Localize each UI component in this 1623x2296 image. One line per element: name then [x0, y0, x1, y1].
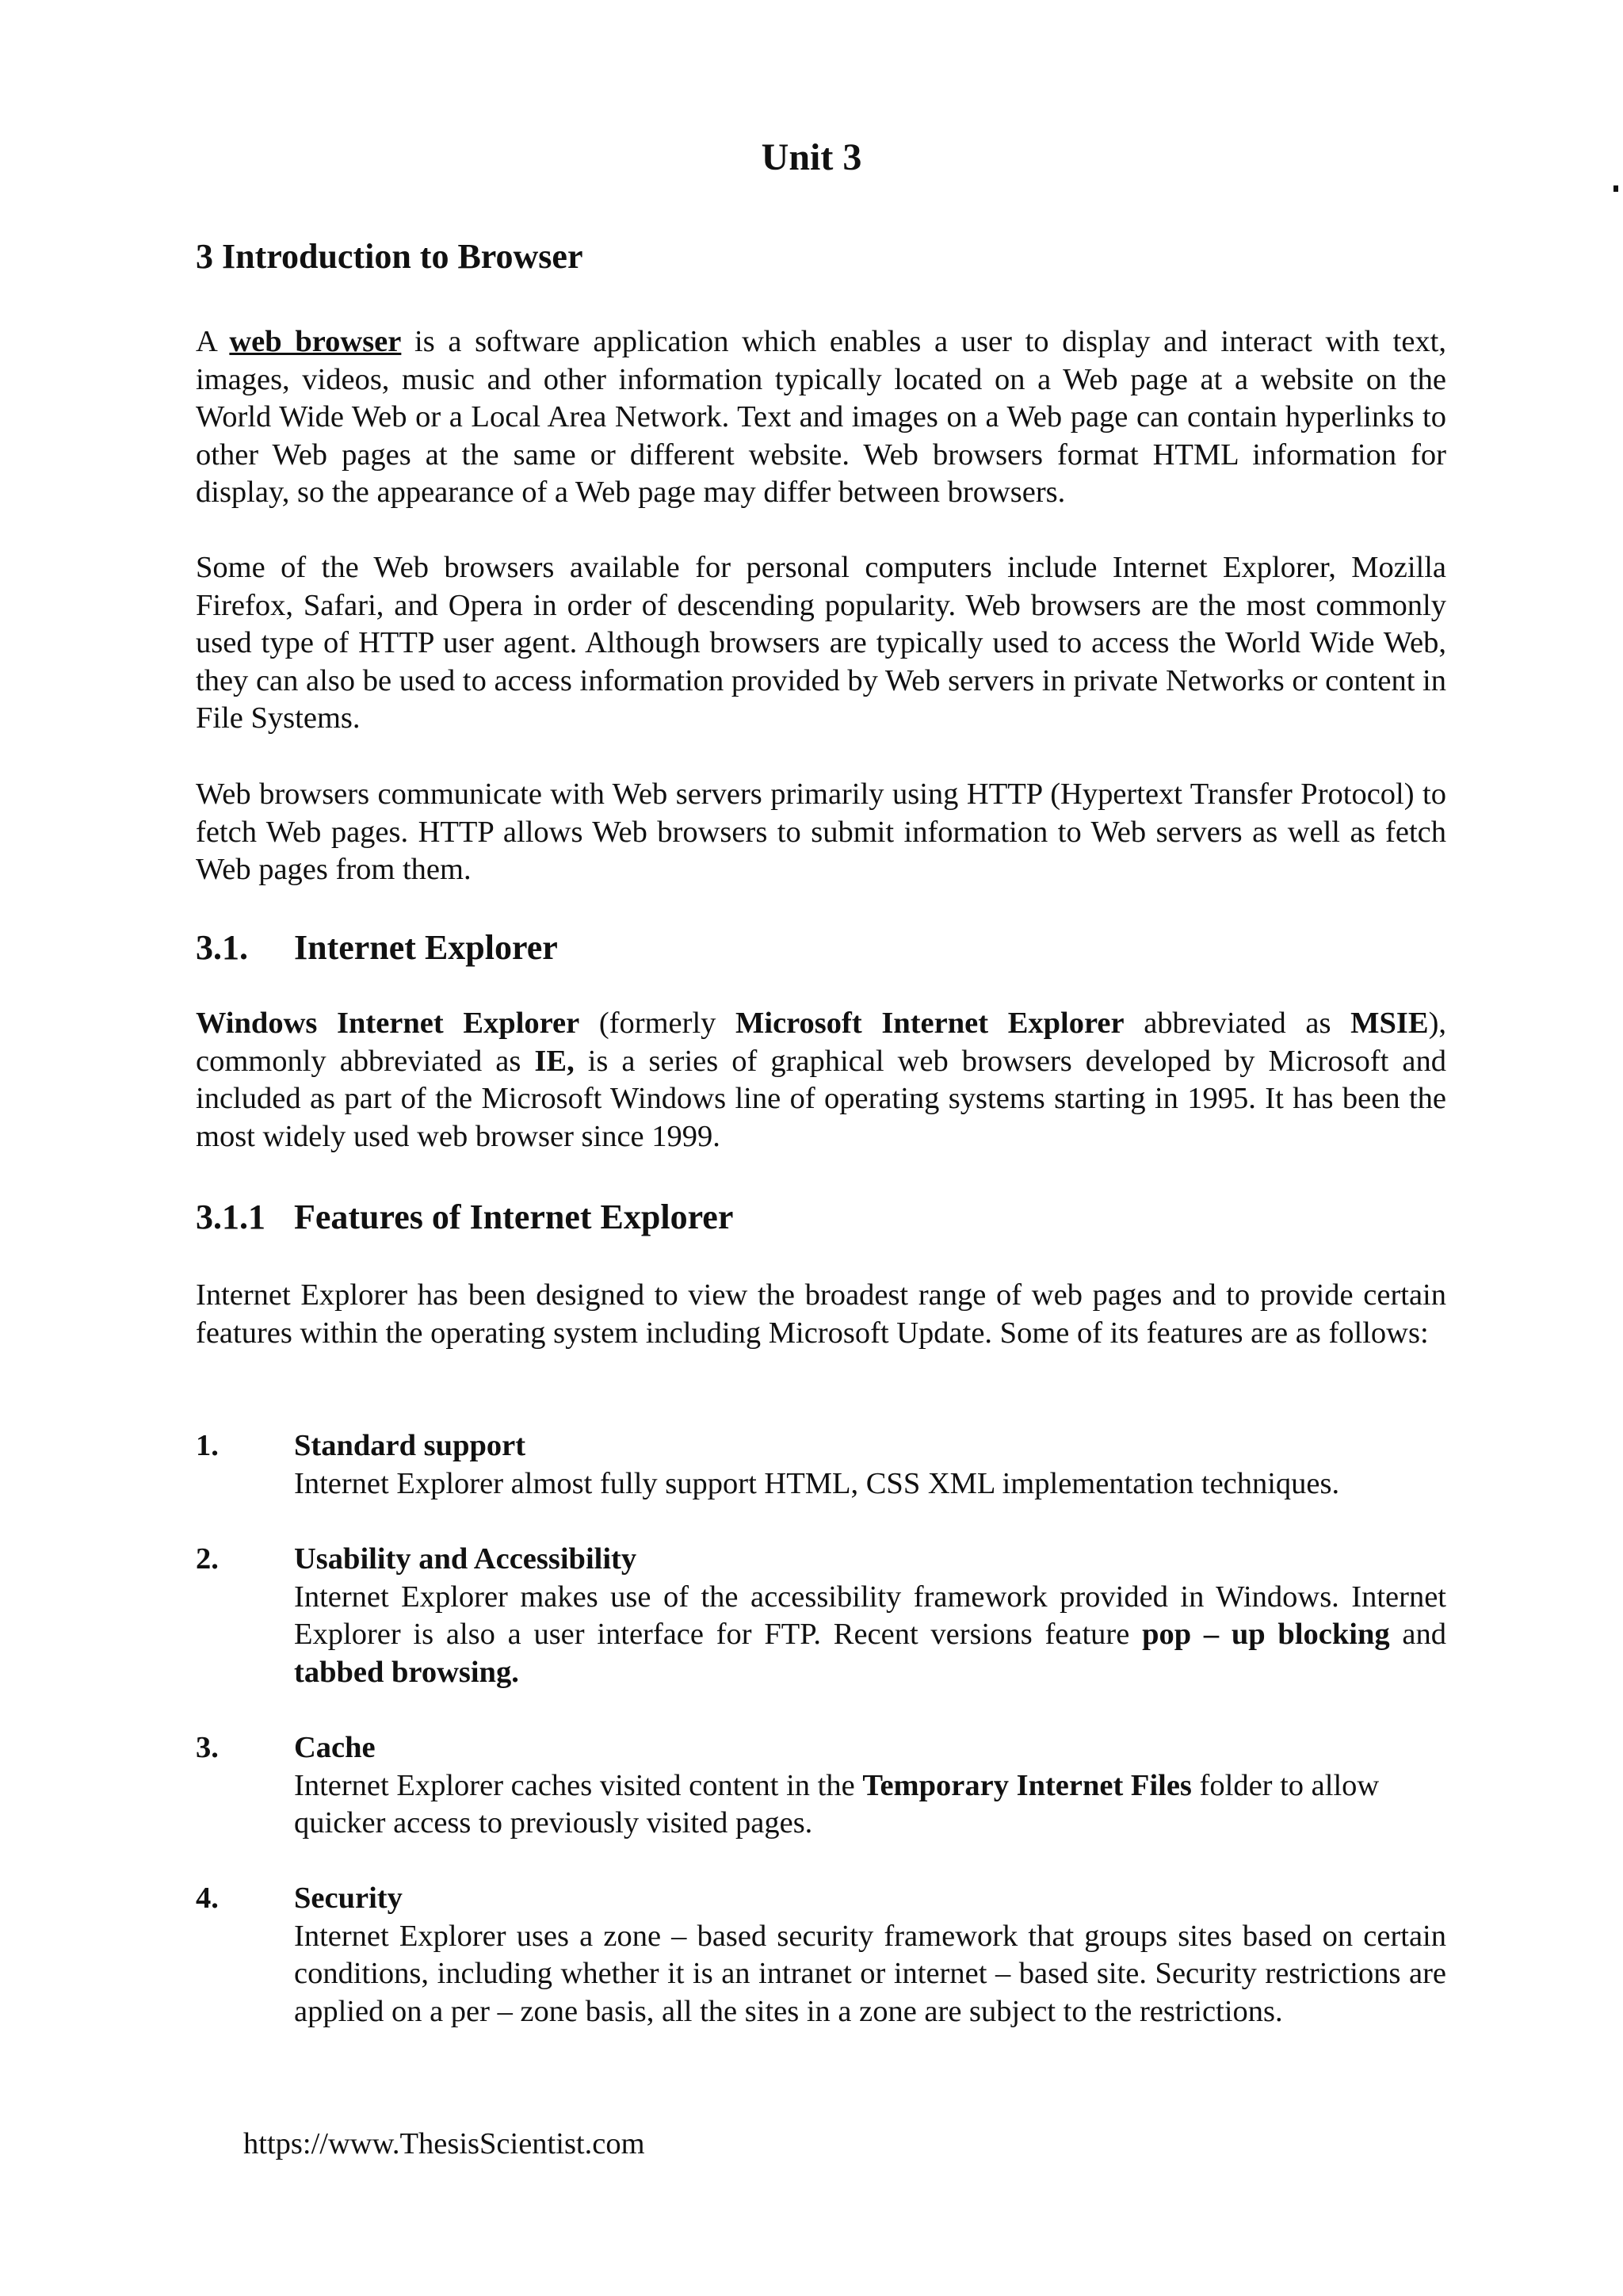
list-item: [196, 1541, 1446, 1691]
ie-paragraph: Windows Internet Explorer (formerly Microsoft Internet Explorer abbreviated as MSIE), commonly abbreviated as IE, is a series of graphical web browsers developed by Microsoft and included as part of the Microsoft Windows line of operating systems starting in 1995. It has been the most widely used web browser since 1999.: [196, 1007, 1447, 1153]
list-item: [196, 1729, 1446, 1843]
intro-paragraph-1: A web browser is a software application which enables a user to display and interact with text, images, videos, music and other information typically located on a Web page at a website on the World Wide Web or a Local Area Network. Text and images on a Web page can contain hyperlinks to other Web pages at the same or different website. Web browsers format HTML information for display, so the appearance of a Web page may differ between browsers.: [196, 325, 1446, 509]
list-item-title: Security: [294, 1881, 403, 1915]
list-item-number: 3.: [196, 1731, 219, 1764]
stray-mark: [1613, 185, 1618, 192]
list-item-text: Internet Explorer uses a zone – based security framework that groups sites based on certain conditions, including whether it is an intranet or internet – based site. Security restrictions are applied on a per – zone basis, all the sites in a zone are subject to the restrictions.: [294, 1919, 1446, 2028]
footer-url: https://www.ThesisScientist.com: [243, 2127, 645, 2160]
list-item-number: 1.: [196, 1429, 219, 1462]
features-intro: Internet Explorer has been designed to view the broadest range of web pages and to provide certain features within the operating system including Microsoft Update. Some of its features are as follows:: [196, 1278, 1446, 1350]
section-heading-intro: 3 Introduction to Browser: [196, 237, 583, 276]
unit-title: Unit 3: [761, 136, 862, 178]
web-browser-term: web browser: [229, 325, 402, 358]
list-item-title: Cache: [294, 1731, 376, 1764]
list-item: [196, 1880, 1446, 2030]
list-item-number: 2.: [196, 1542, 219, 1576]
section-heading-ie: 3.1. Internet Explorer: [196, 928, 558, 967]
list-item-text: Internet Explorer makes use of the accessibility framework provided in Windows. Internet Explorer is also a user interface for FTP. Recent versions feature pop – up blocking and tabbed browsing.: [294, 1580, 1446, 1689]
list-item-title: Usability and Accessibility: [294, 1542, 637, 1576]
list-item-text: Internet Explorer caches visited content in the Temporary Internet Files folder to allow quicker access to previously visited pages.: [294, 1768, 1380, 1839]
intro-paragraph-3: Web browsers communicate with Web servers primarily using HTTP (Hypertext Transfer Protocol) to fetch Web pages. HTTP allows Web browsers to submit information to Web servers as well as fetch Web pages from them.: [196, 777, 1446, 886]
list-item: [196, 1427, 1446, 1503]
list-item-number: 4.: [196, 1881, 219, 1915]
intro-paragraph-2: Some of the Web browsers available for personal computers include Internet Explorer, Mozilla Firefox, Safari, and Opera in order of descending popularity. Web browsers are the most commonly used type of HTTP user agent. Although browsers are typically used to access the World Wide Web, they can also be used to access information provided by Web servers in private Networks or content in File Systems.: [196, 551, 1446, 735]
section-heading-features: 3.1.1 Features of Internet Explorer: [196, 1198, 734, 1236]
list-item-title: Standard support: [294, 1429, 526, 1462]
list-item-text: Internet Explorer almost fully support HTML, CSS XML implementation techniques.: [294, 1466, 1340, 1500]
